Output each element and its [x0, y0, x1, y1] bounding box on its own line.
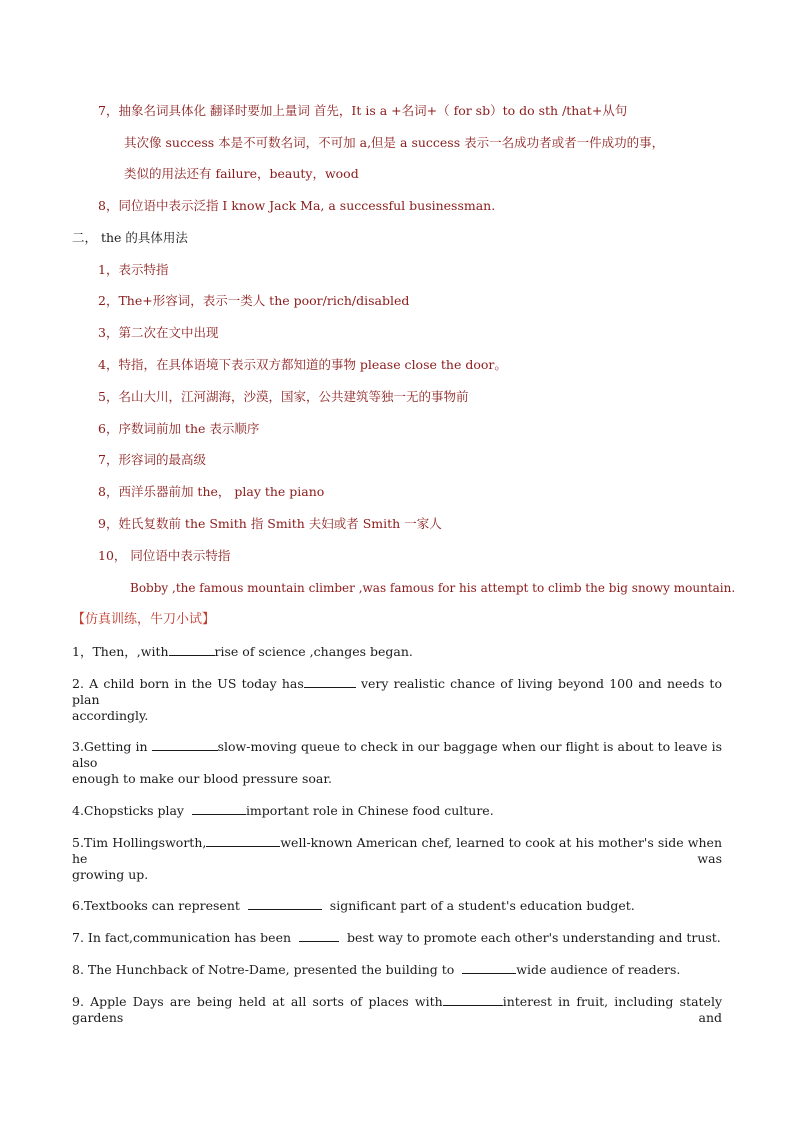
question-1-text-b: rise of science ,changes began. [214, 644, 413, 659]
answer-blank-6[interactable] [248, 898, 322, 910]
item7-line2: 其次像 success 本是不可数名词，不可加 a,但是 a success 表示一名成功者或者一件成功的事， [124, 135, 665, 150]
item8: 8，同位语中表示泛指 I know Jack Ma, a successful businessman. [98, 198, 496, 213]
answer-blank-2[interactable] [304, 676, 356, 688]
question-4-text-b: important role in Chinese food culture. [245, 803, 494, 818]
section-heading-the-usage: 二， the 的具体用法 [72, 230, 188, 245]
answer-blank-8[interactable] [462, 962, 516, 974]
usage-item-10: 10， 同位语中表示特指 [98, 548, 231, 563]
answer-blank-7[interactable] [299, 930, 339, 942]
question-5-text-b: well-known American chef, learned to cook at his mother's side when he was [72, 835, 722, 866]
question-8-text-a: 8. The Hunchback of Notre-Dame, presented the building to [72, 962, 455, 977]
usage-item-9: 9，姓氏复数前 the Smith 指 Smith 夫妇或者 Smith 一家人 [98, 516, 442, 531]
question-6-text-a: 6.Textbooks can represent [72, 898, 240, 913]
question-8 [72, 962, 680, 978]
answer-blank-4[interactable] [192, 803, 246, 815]
question-1-text-a: 1，Then，,with [72, 644, 169, 659]
usage-item-2: 2，The+形容词，表示一类人 the poor/rich/disabled [98, 293, 410, 308]
question-7-text-b: best way to promote each other's understanding and trust. [346, 930, 721, 945]
answer-blank-1[interactable] [169, 644, 215, 656]
question-4 [72, 803, 494, 819]
question-9-text-b: interest in fruit, including stately gardens and [72, 994, 722, 1025]
item7-line3: 类似的用法还有 failure，beauty，wood [124, 166, 359, 181]
question-4-text-a: 4.Chopsticks play [72, 803, 184, 818]
question-1 [72, 644, 413, 660]
usage-item-3: 3，第二次在文中出现 [98, 325, 219, 340]
question-3-text-b: slow-moving queue to check in our baggage when our flight is about to leave is also [72, 739, 722, 770]
question-2 [72, 676, 722, 708]
usage-example: Bobby ,the famous mountain climber ,was famous for his attempt to climb the big snowy mountain. [130, 581, 736, 595]
question-3-continued: enough to make our blood pressure soar. [72, 771, 332, 786]
exercise-header: 【仿真训练，牛刀小试】 [72, 612, 216, 627]
question-9-text-a: 9. Apple Days are being held at all sorts of places with [72, 994, 443, 1009]
usage-item-8: 8，西洋乐器前加 the， play the piano [98, 484, 325, 499]
usage-item-1: 1，表示特指 [98, 262, 169, 277]
item7-line1: 7，抽象名词具体化 翻译时要加上量词 首先，It is a +名词+（ for sb）to do sth /that+从句 [98, 103, 628, 118]
answer-blank-9[interactable] [443, 994, 503, 1006]
question-3-text-a: 3.Getting in [72, 739, 148, 754]
usage-item-4: 4，特指，在具体语境下表示双方都知道的事物 please close the door。 [98, 357, 507, 372]
question-9 [72, 994, 722, 1026]
question-8-text-b: wide audience of readers. [516, 962, 681, 977]
answer-blank-3[interactable] [152, 739, 218, 751]
question-3 [72, 739, 722, 771]
usage-item-6: 6，序数词前加 the 表示顺序 [98, 421, 260, 436]
question-5-continued: growing up. [72, 867, 149, 882]
question-6-text-b: significant part of a student's education budget. [329, 898, 635, 913]
question-7 [72, 930, 721, 946]
usage-item-5: 5，名山大川，江河湖海，沙漠，国家，公共建筑等独一无的事物前 [98, 389, 469, 404]
question-6 [72, 898, 635, 914]
question-2-text-a: 2. A child born in the US today has [72, 676, 304, 691]
question-7-text-a: 7. In fact,communication has been [72, 930, 292, 945]
question-2-continued: accordingly. [72, 708, 149, 723]
answer-blank-5[interactable] [206, 835, 280, 847]
question-2-text-b: very realistic chance of living beyond 100 and needs to plan [72, 676, 722, 707]
question-5 [72, 835, 722, 867]
question-5-text-a: 5.Tim Hollingsworth, [72, 835, 207, 850]
usage-item-7: 7，形容词的最高级 [98, 452, 206, 467]
